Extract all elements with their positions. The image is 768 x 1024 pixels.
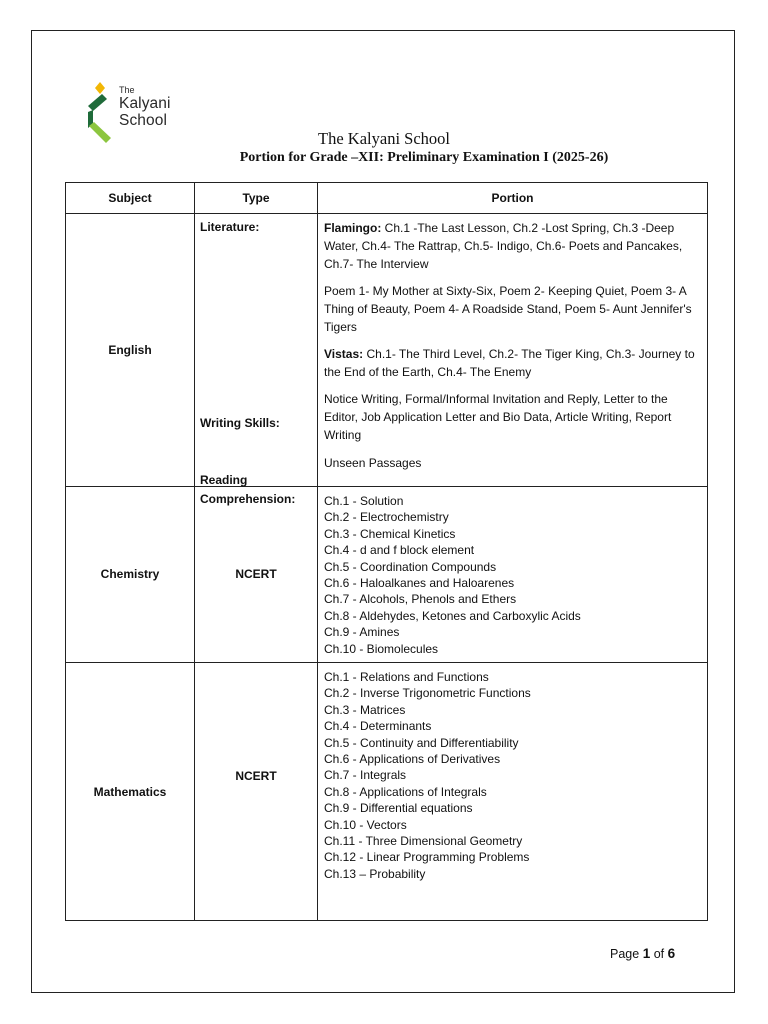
- reading-label-line2: Comprehension:: [200, 492, 296, 506]
- vistas-paragraph: [324, 345, 701, 381]
- page-footer: [610, 946, 675, 961]
- list-item: Ch.4 - d and f block element: [324, 543, 475, 558]
- flamingo-paragraph: [324, 219, 701, 273]
- list-item: Ch.8 - Aldehydes, Ketones and Carboxylic Acids: [324, 608, 581, 623]
- list-item: Ch.9 - Differential equations: [324, 801, 473, 816]
- footer-of-word: of: [653, 947, 665, 961]
- poems-paragraph: Poem 1- My Mother at Sixty-Six, Poem 2- Keeping Quiet, Poem 3- A Thing of Beauty, Poem 4- A Roadside Stand, Poem 5- Aunt Jennifer's Tigers: [324, 284, 692, 334]
- row-mathematics: [66, 663, 708, 921]
- vistas-label: Vistas:: [324, 347, 364, 361]
- logo-name-line2: School: [119, 112, 167, 129]
- writing-skills-label: Writing Skills:: [200, 416, 280, 430]
- list-item: Ch.1 - Relations and Functions: [324, 670, 489, 684]
- type-english: [195, 214, 318, 506]
- list-item: Ch.9 - Amines: [324, 625, 400, 640]
- footer-page-number: 1: [642, 946, 651, 961]
- literature-label: Literature:: [200, 220, 260, 234]
- list-item: Ch.11 - Three Dimensional Geometry: [324, 834, 523, 849]
- header-subject: Subject: [66, 183, 195, 214]
- portion-table: [65, 182, 708, 921]
- footer-page-word: Page: [610, 947, 640, 961]
- portion-english: [318, 214, 708, 487]
- logo-name-line1: Kalyani: [119, 95, 171, 112]
- list-item: Ch.10 - Biomolecules: [324, 641, 439, 656]
- list-item: Ch.2 - Inverse Trigonometric Functions: [324, 686, 531, 701]
- flamingo-label: Flamingo:: [324, 221, 382, 235]
- vistas-text: Ch.1- The Third Level, Ch.2- The Tiger King, Ch.3- Journey to the End of the Earth, Ch.4- The Enemy: [324, 347, 695, 379]
- list-item: Ch.8 - Applications of Integrals: [324, 784, 487, 799]
- document-subtitle: Portion for Grade –XII: Preliminary Examination I (2025-26): [239, 150, 609, 165]
- portion-mathematics: [318, 663, 708, 921]
- list-item: Ch.13 – Probability: [324, 866, 426, 881]
- row-chemistry: [66, 487, 708, 663]
- table-header-row: [66, 183, 708, 214]
- document-title: The Kalyani School: [318, 129, 450, 148]
- list-item: Ch.12 - Linear Programming Problems: [324, 850, 530, 865]
- list-item: Ch.5 - Coordination Compounds: [324, 559, 497, 574]
- row-english: [66, 214, 708, 487]
- type-mathematics: [195, 663, 318, 921]
- list-item: Ch.2 - Electrochemistry: [324, 510, 449, 525]
- list-item: Ch.5 - Continuity and Differentiability: [324, 735, 519, 750]
- portion-chemistry: [318, 487, 708, 663]
- reading-comprehension-label: [200, 471, 295, 509]
- header-type: Type: [195, 183, 318, 214]
- list-item: Ch.4 - Determinants: [324, 719, 432, 734]
- list-item: Ch.1 - Solution: [324, 494, 404, 508]
- type-mathematics-label: NCERT: [235, 769, 277, 783]
- footer-page-total: 6: [667, 946, 676, 961]
- subject-chemistry: Chemistry: [66, 487, 195, 663]
- type-chemistry: NCERT: [195, 487, 318, 663]
- reading-label-line1: Reading: [200, 473, 248, 487]
- list-item: Ch.10 - Vectors: [324, 817, 407, 832]
- subject-mathematics: [66, 663, 195, 921]
- flamingo-text: Ch.1 -The Last Lesson, Ch.2 -Lost Spring, Ch.3 -Deep Water, Ch.4- The Rattrap, Ch.5- Indigo, Ch.6- Poets and Pancakes, Ch.7- The Interview: [324, 221, 683, 271]
- subject-english: English: [66, 214, 195, 487]
- list-item: Ch.7 - Alcohols, Phenols and Ethers: [324, 592, 517, 607]
- reading-text: Unseen Passages: [324, 456, 422, 470]
- list-item: Ch.6 - Applications of Derivatives: [324, 752, 501, 767]
- writing-skills-text: Notice Writing, Formal/Informal Invitation and Reply, Letter to the Editor, Job Application Letter and Bio Data, Article Writing, Report Writing: [324, 392, 672, 442]
- subject-mathematics-label: Mathematics: [93, 785, 167, 799]
- logo-the: The: [119, 85, 135, 95]
- list-item: Ch.6 - Haloalkanes and Haloarenes: [324, 576, 515, 591]
- list-item: Ch.3 - Chemical Kinetics: [324, 526, 456, 541]
- list-item: Ch.3 - Matrices: [324, 702, 406, 717]
- list-item: Ch.7 - Integrals: [324, 768, 407, 783]
- header-portion: Portion: [318, 183, 708, 214]
